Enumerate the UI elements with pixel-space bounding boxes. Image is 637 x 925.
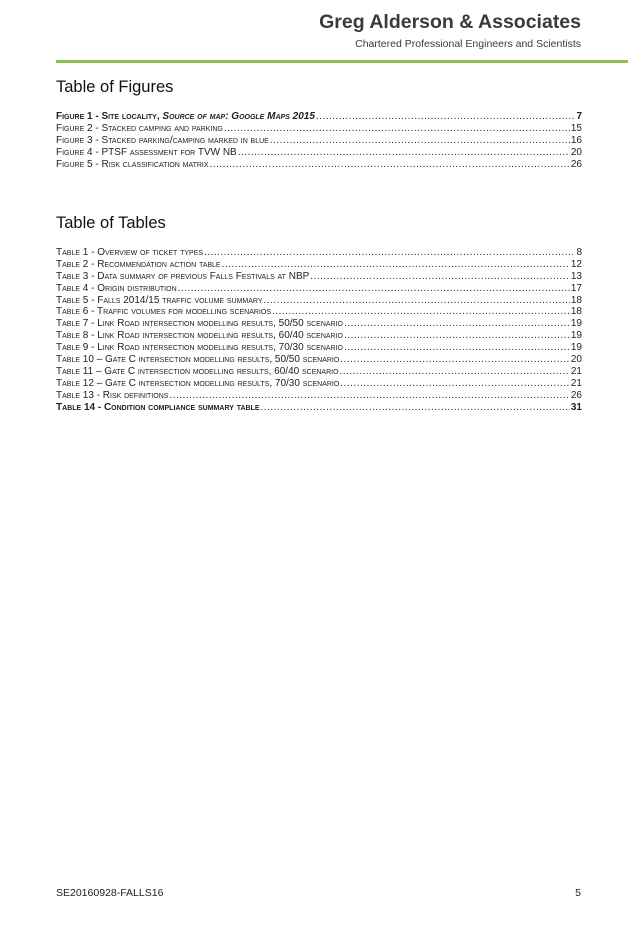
dot-leader — [340, 378, 570, 390]
dot-leader — [169, 390, 569, 402]
table-entry[interactable] — [56, 390, 582, 402]
table-entry-title: Table 14 - Condition compliance summary table — [56, 401, 260, 413]
table-entry[interactable] — [56, 318, 582, 330]
figure-entry-label — [56, 123, 223, 135]
table-entry-title: Table 13 - Risk definitions — [56, 389, 169, 401]
figure-entry-title: Figure 2 - Stacked camping and parking — [56, 122, 223, 134]
table-entry-label — [56, 378, 339, 390]
figure-entry-label — [56, 111, 315, 123]
table-entry-title: Table 9 - Link Road intersection modelling results, 70/30 scenario — [56, 342, 344, 354]
table-entry-page: 19 — [570, 342, 582, 354]
figure-entry-label — [56, 147, 237, 159]
page-header — [0, 0, 637, 66]
table-entry-label — [56, 283, 177, 295]
tables-list — [56, 247, 582, 413]
dot-leader — [310, 271, 570, 283]
table-entry-title: Table 8 - Link Road intersection modelling results, 60/40 scenario — [56, 330, 344, 342]
figure-entry[interactable] — [56, 135, 582, 147]
table-entry-page: 21 — [570, 365, 582, 377]
table-entry-title: Table 7 - Link Road intersection modelling results, 50/50 scenario — [56, 318, 344, 330]
table-entry-title: Table 6 - Traffic volumes for modelling scenarios — [56, 306, 272, 318]
dot-leader — [224, 123, 570, 135]
figure-entry-title: Figure 1 - Site locality, — [56, 111, 163, 122]
figure-entry-source: Source of map: Google Maps 2015 — [162, 111, 315, 122]
table-entry-label — [56, 247, 203, 259]
table-entry-page: 12 — [570, 258, 582, 270]
dot-leader — [316, 111, 576, 123]
page-number: 5 — [575, 887, 581, 899]
table-entry-label — [56, 271, 309, 283]
figure-entry[interactable] — [56, 147, 582, 159]
table-entry-label — [56, 354, 339, 366]
dot-leader — [264, 295, 570, 307]
table-entry-page: 8 — [576, 247, 582, 258]
table-entry-title: Table 10 – Gate C intersection modelling results, 50/50 scenario — [56, 354, 340, 366]
figure-entry[interactable] — [56, 123, 582, 135]
table-entry-page: 18 — [570, 294, 582, 306]
figure-entry[interactable] — [56, 111, 582, 123]
figure-entry-page: 15 — [570, 122, 582, 134]
table-entry[interactable] — [56, 366, 582, 378]
header-divider — [56, 60, 628, 63]
figure-entry-label — [56, 159, 209, 171]
figure-entry-page: 26 — [570, 158, 582, 170]
figure-entry-title: Figure 5 - Risk classification matrix — [56, 158, 209, 170]
table-entry-page: 13 — [570, 270, 582, 282]
tables-heading: Table of Tables — [56, 214, 166, 232]
figure-entry-title: Figure 4 - PTSF assessment for TVW NB — [56, 146, 237, 158]
company-name: Greg Alderson & Associates — [319, 11, 581, 33]
table-entry-title: Table 1 - Overview of ticket types — [56, 247, 204, 258]
dot-leader — [340, 354, 570, 366]
figures-list — [56, 111, 582, 170]
dot-leader — [261, 402, 570, 414]
table-entry-page: 26 — [570, 389, 582, 401]
dot-leader — [344, 330, 570, 342]
table-entry[interactable] — [56, 378, 582, 390]
table-entry-page: 31 — [570, 401, 582, 413]
table-entry[interactable] — [56, 259, 582, 271]
figure-entry-page: 7 — [576, 111, 582, 122]
figure-entry-page: 16 — [570, 134, 582, 146]
table-entry-page: 19 — [570, 330, 582, 342]
figure-entry-title: Figure 3 - Stacked parking/camping marked in blue — [56, 134, 269, 146]
dot-leader — [210, 159, 570, 171]
table-entry-page: 18 — [570, 306, 582, 318]
dot-leader — [340, 366, 570, 378]
table-entry-page: 21 — [570, 377, 582, 389]
table-entry[interactable] — [56, 295, 582, 307]
figure-entry[interactable] — [56, 159, 582, 171]
dot-leader — [272, 306, 570, 318]
dot-leader — [178, 283, 570, 295]
table-entry-label — [56, 306, 271, 318]
table-entry-label — [56, 259, 221, 271]
table-entry-label — [56, 318, 343, 330]
table-entry-label — [56, 402, 260, 414]
figure-entry-page: 20 — [570, 146, 582, 158]
table-entry-label — [56, 295, 263, 307]
table-entry[interactable] — [56, 342, 582, 354]
table-entry-title: Table 5 - Falls 2014/15 traffic volume summary — [56, 294, 263, 306]
table-entry-label — [56, 366, 339, 378]
table-entry-page: 19 — [570, 318, 582, 330]
dot-leader — [204, 247, 575, 259]
table-entry[interactable] — [56, 283, 582, 295]
table-entry-title: Table 12 – Gate C intersection modelling results, 70/30 scenario — [56, 377, 340, 389]
table-entry[interactable] — [56, 330, 582, 342]
dot-leader — [344, 342, 570, 354]
table-entry-title: Table 3 - Data summary of previous Falls Festivals at NBP — [56, 270, 310, 282]
dot-leader — [238, 147, 570, 159]
document-id: SE20160928-FALLS16 — [56, 887, 164, 899]
table-entry[interactable] — [56, 247, 582, 259]
table-entry-label — [56, 330, 343, 342]
table-entry-page: 20 — [570, 354, 582, 366]
table-entry-page: 17 — [570, 282, 582, 294]
table-entry-label — [56, 390, 168, 402]
table-entry-title: Table 2 - Recommendation action table — [56, 258, 221, 270]
dot-leader — [344, 318, 570, 330]
table-entry-title: Table 11 – Gate C intersection modelling results, 60/40 scenario — [56, 365, 339, 377]
dot-leader — [222, 259, 570, 271]
table-entry-title: Table 4 - Origin distribution — [56, 282, 177, 294]
dot-leader — [270, 135, 570, 147]
table-entry[interactable] — [56, 354, 582, 366]
table-entry[interactable] — [56, 306, 582, 318]
table-entry[interactable] — [56, 402, 582, 414]
table-entry-label — [56, 342, 343, 354]
figure-entry-label — [56, 135, 269, 147]
company-tagline: Chartered Professional Engineers and Scientists — [355, 38, 581, 50]
table-entry[interactable] — [56, 271, 582, 283]
figures-heading: Table of Figures — [56, 78, 174, 96]
